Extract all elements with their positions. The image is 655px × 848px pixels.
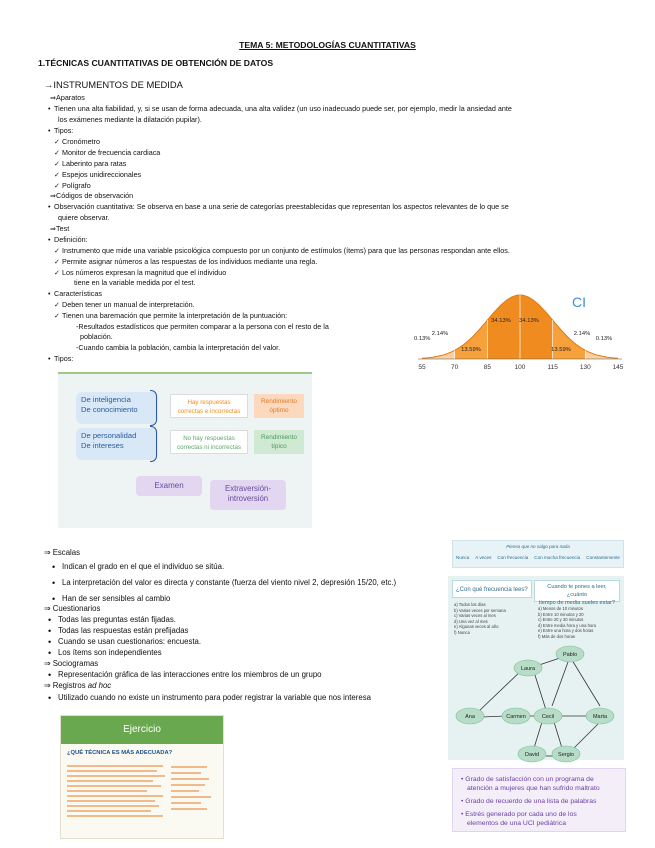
aparatos-tipos: • Tipos: — [54, 126, 614, 137]
page-title: TEMA 5: METODOLOGÍAS CUANTITATIVAS — [239, 40, 416, 50]
q1-box: ¿Con qué frecuencia lees? — [452, 580, 532, 598]
aparato-item: ✓ Laberinto para ratas — [62, 159, 422, 170]
cuestionarios-item: • Todas las preguntas están fijadas. — [58, 615, 438, 626]
mid2-line: No hay respuestas — [183, 435, 235, 442]
cuestionarios-item: • Todas las respuestas están prefijadas — [58, 626, 438, 637]
cuestionarios-item: • Cuando se usan cuestionarios: encuesta. — [58, 637, 438, 648]
right1-line: óptimo — [269, 407, 289, 414]
q1-option: f) Nunca — [454, 629, 470, 635]
registro-ejemplo: • Grado de satisfacción con un programa de — [461, 776, 594, 783]
ejercicio-subtitle: ¿QUÉ TÉCNICA ES MÁS ADECUADA? — [67, 750, 173, 756]
definicion-item: ✓ Los números expresan la magnitud que el individuo — [62, 268, 422, 279]
definicion-item: ✓ Instrumento que mide una variable psicológica compuesto por un conjunto de estímulos (ítems) para que las personas respondan ante ellos. — [62, 246, 622, 257]
region-label: 2.14% — [431, 331, 449, 337]
right1-line: Rendimiento — [261, 398, 297, 405]
aparato-item: ✓ Espejos unidireccionales — [62, 170, 422, 181]
escalas-item: • Han de ser sensibles al cambio — [62, 594, 442, 605]
no-hay-respuestas-box — [170, 430, 248, 454]
cuestionarios-heading: ⇒ Cuestionarios — [44, 604, 101, 613]
caracteristica-sub: -Resultados estadísticos que permiten comparar a la persona con el resto de la — [76, 322, 329, 331]
escala-options — [453, 555, 623, 561]
registro-ejemplo-text: Estrés generado por cada uno de los — [465, 811, 577, 818]
q1-option: c) Varias veces al mes — [454, 613, 496, 619]
caracteristica-sub: población. — [80, 332, 113, 341]
escala-option: Con frecuencia — [497, 555, 529, 560]
chart-title: CI — [572, 294, 586, 310]
region-label: 13.59% — [551, 347, 571, 353]
definicion-item: ✓ Permite asignar números a las respuestas de los individuos mediante una regla. — [62, 257, 422, 268]
q1-options — [454, 602, 506, 636]
registro-ejemplo: • Grado de recuerdo de una lista de palabras — [461, 798, 597, 805]
sociograma-node-label: Sergio — [558, 752, 574, 758]
registros-item: • Utilizado cuando no existe un instrumento para poder registrar la variable que nos interesa — [58, 693, 438, 704]
sociograma-node-label: David — [524, 752, 540, 758]
ejercicio-lines-right — [171, 762, 215, 814]
inteligencia-box — [76, 392, 158, 424]
q2-option: b) Entre 10 minutos y 20 — [538, 611, 584, 617]
ejercicio-lines-left — [67, 762, 167, 820]
q2-option: e) Entre una hora y dos horas — [538, 628, 594, 634]
x-tick-label: 100 — [514, 364, 526, 371]
divider — [58, 372, 312, 374]
section-heading: 1.TÉCNICAS CUANTITATIVAS DE OBTENCIÓN DE DATOS — [38, 58, 274, 68]
mid1-line: Hay respuestas — [187, 399, 231, 406]
x-tick-label: 55 — [418, 364, 426, 371]
q1-option: e) Algunas veces al año — [454, 624, 499, 630]
q1-option: b) Varias veces por semana — [454, 607, 506, 613]
test-tipos: • Tipos: — [54, 354, 614, 365]
escala-option: Con mucha frecuencia — [534, 555, 581, 560]
rendimiento-tipico-box — [254, 430, 304, 454]
aparatos-heading: ⇒Aparatos — [50, 93, 85, 102]
registros-heading — [44, 681, 111, 692]
registro-ejemplo-cont: atención a mujeres que han sufrido maltrato — [467, 785, 600, 792]
aparato-item: ✓ Monitor de frecuencia cardiaca — [62, 148, 422, 159]
region-label: 0.13% — [595, 336, 613, 342]
distribution-region — [487, 295, 520, 359]
q2-option: a) Menos de 10 minutos — [538, 606, 583, 611]
test-heading: ⇒Test — [50, 224, 70, 233]
x-tick-label: 145 — [612, 364, 624, 371]
registro-ejemplo-text: Grado de recuerdo de una lista de palabras — [465, 798, 597, 805]
q2-line: Cuando te pones a leer, ¿cuánto — [547, 584, 607, 598]
hay-respuestas-box — [170, 394, 248, 418]
brace — [150, 426, 157, 462]
codigos-heading: ⇒Códigos de observación — [50, 191, 134, 200]
q2-options — [538, 606, 596, 640]
region-label: 0.13% — [414, 336, 431, 342]
registros-italic: ad hoc — [87, 681, 112, 690]
sociograma-node-label: Pablo — [562, 652, 578, 658]
mid2-line: correctas ni incorrectas — [177, 444, 241, 451]
normal-distribution-chart — [414, 283, 624, 373]
inteligencia-label: De inteligencia — [81, 395, 131, 404]
instrumentos-heading: →INSTRUMENTOS DE MEDIDA — [44, 79, 183, 90]
definicion-cont: tiene en la variable medida por el test. — [74, 278, 196, 287]
tipos-test-diagram — [58, 372, 312, 528]
sociograma-node-label: Cecil — [541, 714, 555, 720]
escala-example — [452, 540, 624, 568]
sociogramas-heading: ⇒ Sociogramas — [44, 659, 99, 668]
q2-box — [534, 580, 620, 606]
personalidad-box — [76, 428, 158, 460]
examen-box: Examen — [136, 476, 202, 496]
escala-option: A veces — [475, 555, 492, 560]
aparato-item: ✓ Cronómetro — [62, 137, 422, 148]
chart-svg — [414, 283, 624, 373]
registro-ejemplo-cont: elementos de una UCI pediátrica — [467, 820, 566, 827]
conocimiento-label: De conocimiento — [81, 405, 138, 414]
codigos-bullet-cont: quiere observar. — [58, 213, 110, 222]
sociograma-node-label: Marta — [592, 714, 608, 720]
right2-line: típico — [271, 443, 287, 450]
ejercicio-card — [60, 715, 224, 839]
caracteristica-sub: -Cuando cambia la población, cambia la interpretación del valor. — [76, 343, 281, 352]
distribution-region — [520, 295, 553, 359]
region-label: 13.59% — [461, 347, 481, 353]
cuestionarios-item: • Los ítems son independientes — [58, 648, 438, 659]
region-label: 2.14% — [573, 331, 591, 337]
intereses-label: De intereses — [81, 441, 124, 450]
registro-ejemplo-text: Grado de satisfacción con un programa de — [465, 776, 594, 783]
x-tick-label: 130 — [579, 364, 591, 371]
extraversion-line: Extraversión- — [225, 484, 271, 493]
x-tick-label: 70 — [451, 364, 459, 371]
q2-option: d) Entre media hora y una hora — [538, 622, 596, 628]
q2-option: c) Entre 20 y 30 minutos — [538, 617, 584, 623]
x-tick-label: 115 — [547, 364, 558, 371]
escalas-item: • Indican el grado en el que el individuo se sitúa. — [62, 562, 442, 573]
mid1-line: correctas e incorrectas — [177, 408, 241, 415]
q2-line: tiempo de media sueles estar? — [538, 600, 616, 606]
aparatos-bullet-cont: los exámenes mediante la dilatación pupilar). — [58, 115, 202, 124]
extraversion-line: introversión — [227, 494, 269, 503]
rendimiento-optimo-box — [254, 394, 304, 418]
q1-option: d) Una vez al mes — [454, 618, 488, 624]
caracteristica-item: ✓ Tienen una baremación que permite la interpretación de la puntuación: — [62, 311, 422, 322]
registros-prefix: ⇒ Registros — [44, 681, 88, 690]
extraversion-box — [210, 480, 286, 510]
escalas-heading: ⇒ Escalas — [44, 548, 80, 557]
caracteristica-item: ✓ Deben tener un manual de interpretación. — [62, 300, 422, 311]
q2-option: f) Más de dos horas — [538, 633, 576, 639]
escala-option: Nunca — [456, 555, 470, 560]
registro-ejemplos-card — [452, 768, 626, 832]
q1-option: a) Todos los días — [454, 602, 486, 607]
registro-ejemplo: • Estrés generado por cada uno de los — [461, 811, 577, 818]
escala-header: Pienso que no salgo para nada — [506, 544, 570, 549]
ejercicio-title: Ejercicio — [61, 716, 223, 744]
sociograma-svg — [448, 642, 624, 760]
escalas-item: • La interpretación del valor es directa y constante (fuerza del viento nivel 2, depresión 15/20, etc.) — [62, 578, 442, 589]
sociograma-node-label: Ana — [465, 714, 475, 720]
x-tick-label: 85 — [483, 364, 491, 371]
escala-option: Constantemente — [586, 555, 620, 560]
aparatos-bullet: • Tienen una alta fiabilidad, y, si se usan de forma adecuada, una alta validez (un uso inadecuado puede ser, por ejemplo, medir la ansiedad ante — [54, 104, 614, 115]
cuestionario-sociograma-panel — [448, 576, 624, 760]
region-label: 34.13% — [519, 318, 539, 324]
sociograma-node-label: Carmen — [506, 714, 526, 720]
region-label: 34.13% — [491, 318, 511, 324]
aparato-item: ✓ Polígrafo — [62, 181, 422, 192]
personalidad-label: De personalidad — [81, 431, 137, 440]
codigos-bullet: • Observación cuantitativa: Se observa en base a una serie de categorías preestablecidas que representan los aspectos relevantes de lo que se — [54, 202, 614, 213]
sociogramas-item: • Representación gráfica de las interacciones entre los miembros de un grupo — [58, 670, 438, 681]
right2-line: Rendimiento — [261, 434, 297, 441]
brace — [150, 390, 157, 426]
test-caracteristicas: • Características — [54, 289, 614, 300]
test-definicion: • Definición: — [54, 235, 614, 246]
sociograma-node-label: Laura — [520, 666, 536, 672]
